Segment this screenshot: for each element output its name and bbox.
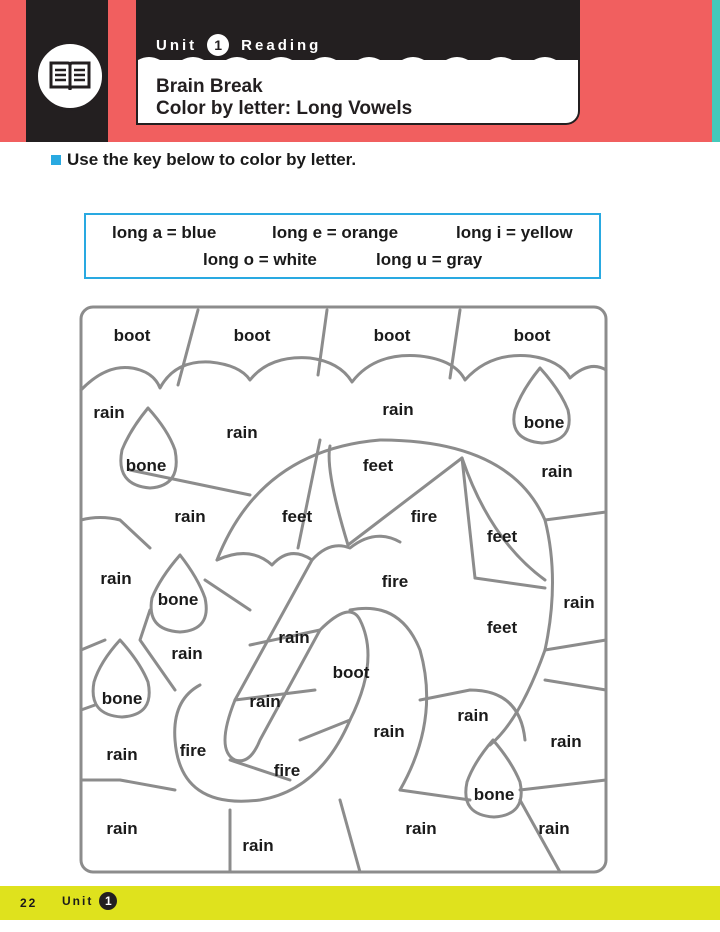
footer-unit-label: Unit (62, 894, 94, 908)
unit-label: Unit (156, 36, 198, 54)
puzzle-word: feet (486, 618, 518, 637)
key-long-i: long i = yellow (456, 223, 573, 242)
puzzle-word: bone (125, 456, 167, 475)
puzzle-word: feet (281, 507, 313, 526)
key-long-u: long u = gray (376, 250, 483, 269)
key-long-a: long a = blue (112, 223, 217, 242)
key-long-e: long e = orange (272, 223, 399, 242)
puzzle-word: rain (538, 819, 570, 838)
puzzle-word: rain (405, 819, 437, 838)
puzzle-word: rain (242, 836, 274, 855)
puzzle-word: rain (278, 628, 310, 647)
footer-unit-badge: 1 (99, 892, 117, 910)
footer-unit (62, 892, 117, 910)
puzzle-word: feet (362, 456, 394, 475)
key-long-o: long o = white (203, 250, 317, 269)
puzzle-word: rain (550, 732, 582, 751)
puzzle-word: rain (226, 423, 258, 442)
puzzle-word: bone (157, 590, 199, 609)
page-number: 22 (20, 896, 38, 910)
instruction-text: Use the key below to color by letter. (67, 150, 357, 169)
puzzle-word: fire (179, 741, 207, 760)
puzzle-word: boot (373, 326, 411, 345)
puzzle-word: rain (563, 593, 595, 612)
puzzle-word: bone (473, 785, 515, 804)
puzzle-word: rain (373, 722, 405, 741)
puzzle-word: boot (113, 326, 151, 345)
puzzle-word: boot (513, 326, 551, 345)
puzzle-word: rain (541, 462, 573, 481)
puzzle-word: boot (332, 663, 370, 682)
puzzle-word: bone (523, 413, 565, 432)
puzzle-word: fire (273, 761, 301, 780)
page-title-line2: Color by letter: Long Vowels (156, 98, 413, 119)
puzzle-word: rain (382, 400, 414, 419)
puzzle-word: rain (171, 644, 203, 663)
puzzle-word: fire (410, 507, 438, 526)
puzzle-word: rain (106, 745, 138, 764)
puzzle-word: boot (233, 326, 271, 345)
puzzle-word: rain (106, 819, 138, 838)
puzzle-word: rain (93, 403, 125, 422)
unit-number-badge: 1 (207, 34, 229, 56)
puzzle-word: fire (381, 572, 409, 591)
puzzle-word: rain (174, 507, 206, 526)
section-label: Reading (241, 36, 322, 54)
puzzle-word: bone (101, 689, 143, 708)
puzzle-word: rain (249, 692, 281, 711)
puzzle-word: rain (457, 706, 489, 725)
puzzle-word: feet (486, 527, 518, 546)
puzzle-word: rain (100, 569, 132, 588)
page-title-line1: Brain Break (156, 76, 263, 97)
